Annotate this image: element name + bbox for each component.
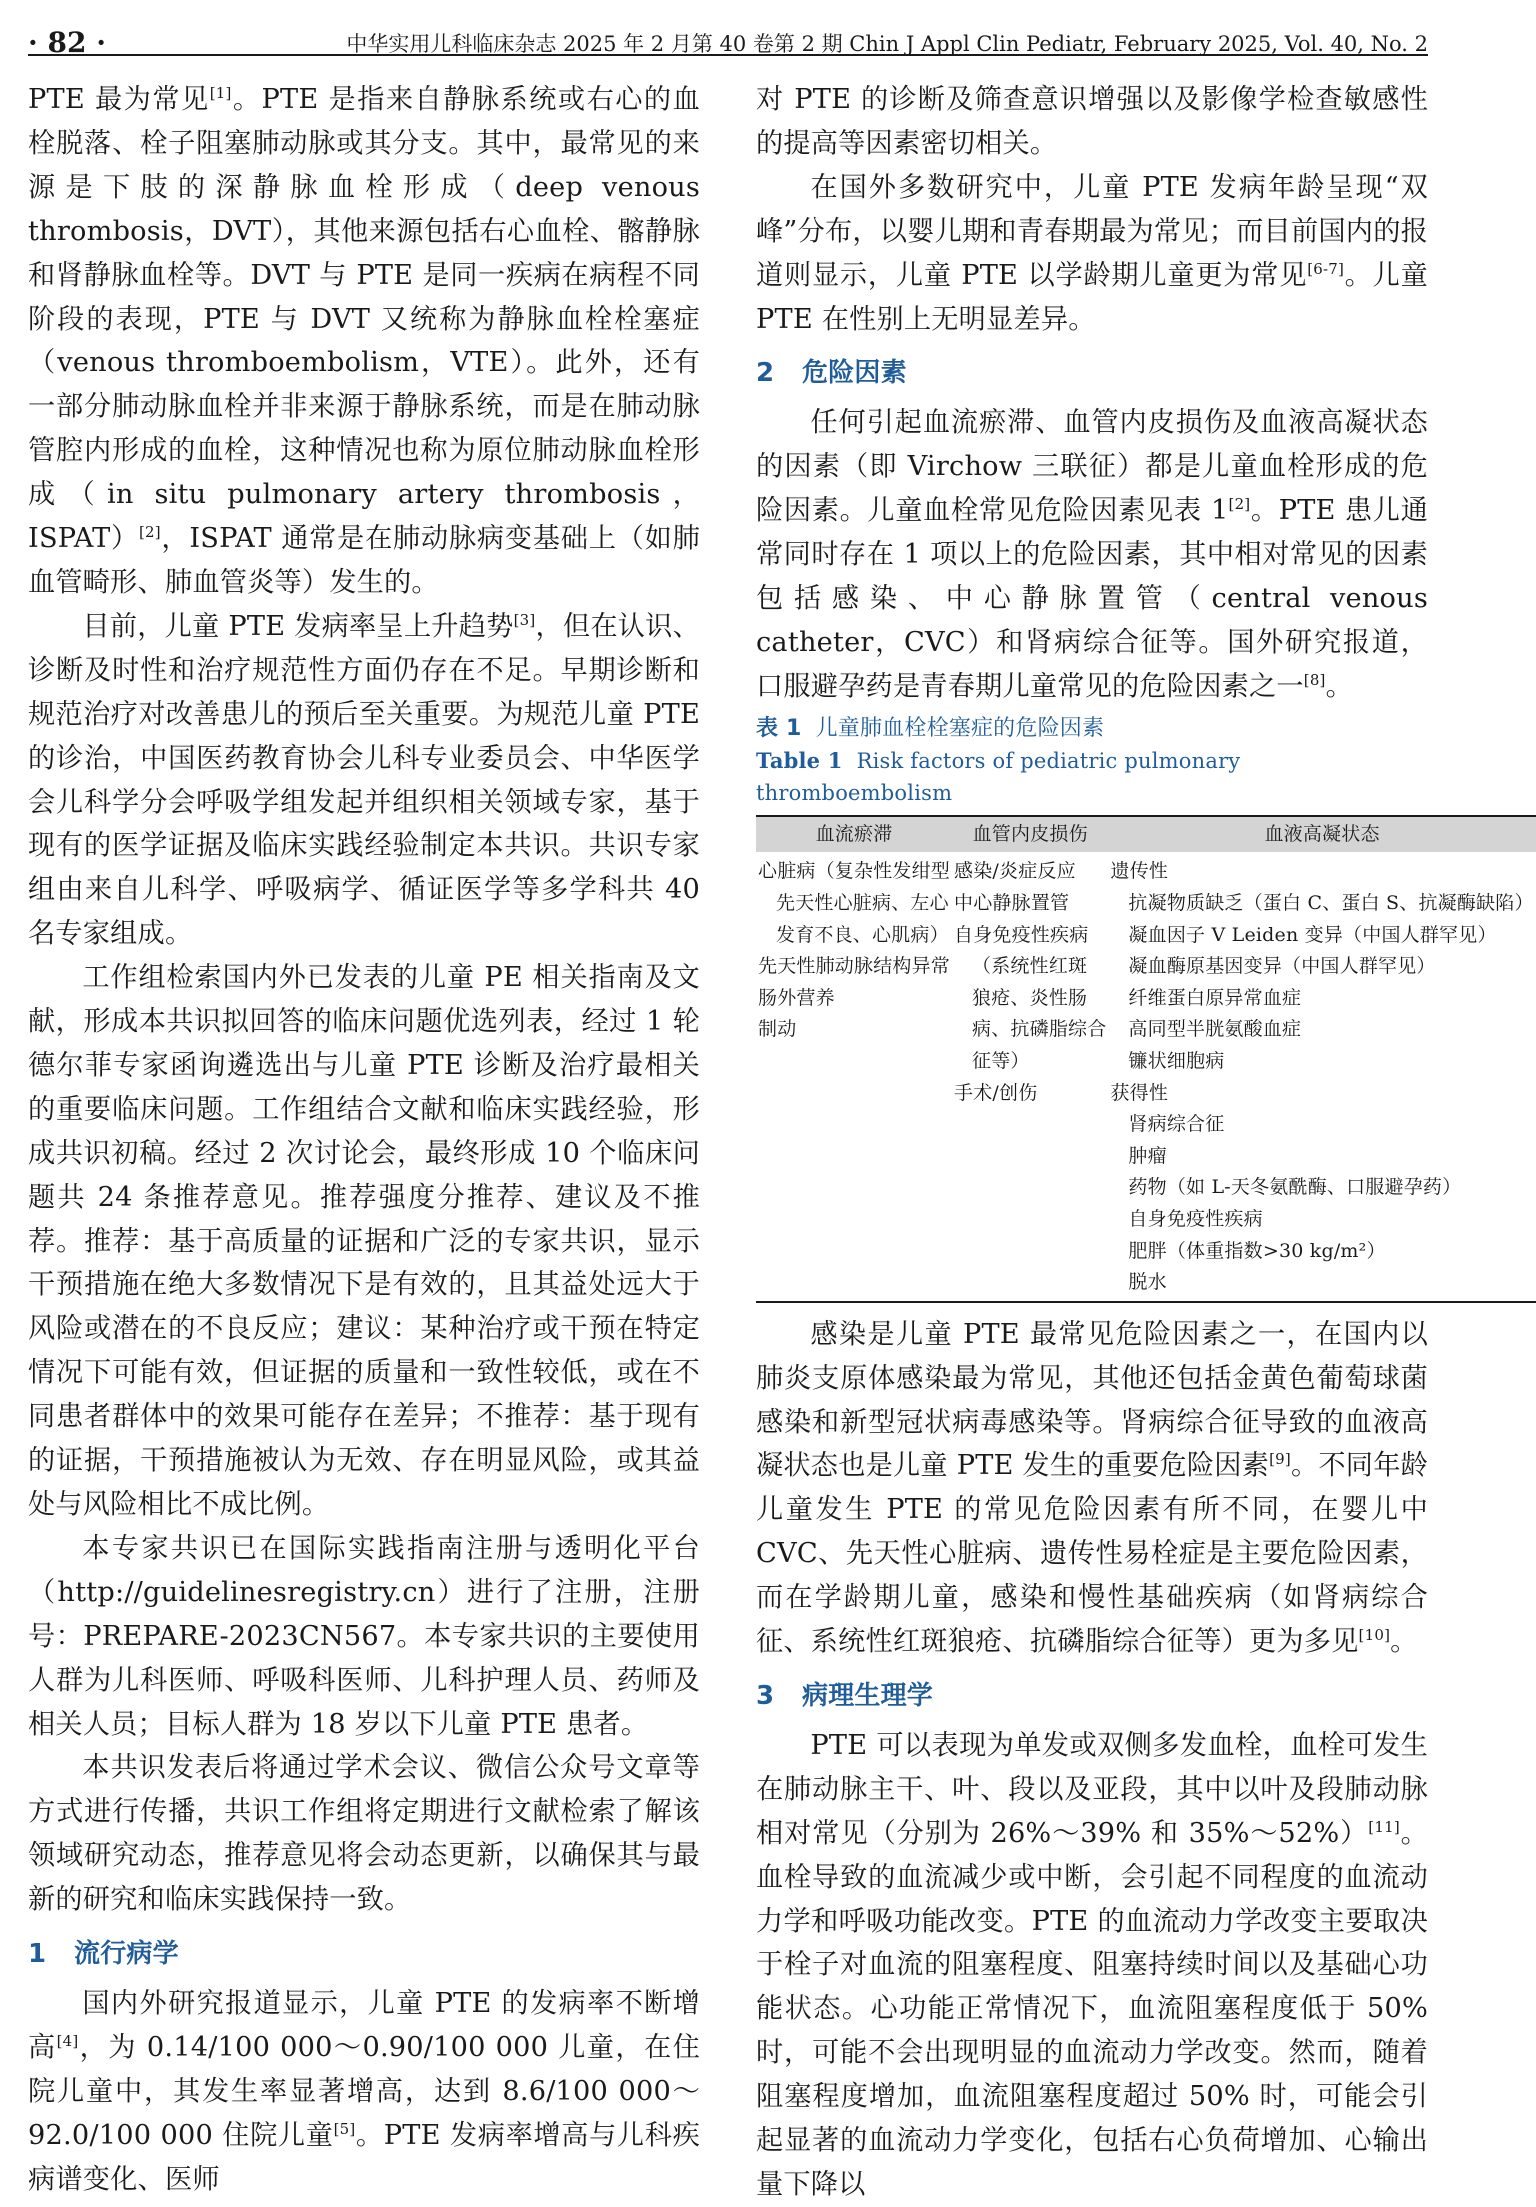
paragraph: 工作组检索国内外已发表的儿童 PE 相关指南及文献，形成本共识拟回答的临床问题优选列表，经过 1 轮德尔菲专家函询遴选出与儿童 PTE 诊断及治疗最相关的重要临床问题。工作组结合文献和临床实践经验，形成共识初稿。经过 2 次讨论会，最终形成 10 个临床问题共 24 条推荐意见。推荐强度分推荐、建议及不推荐。推荐：基于高质量的证据和广泛的专家共识，显示干预措施在绝大多数情况下是有效的，且其益处远大于风险或潜在的不良反应；建议：某种治疗或干预在特定情况下可能有效，但证据的质量和一致性较低，或在不同患者群体中的效果可能存在差异；不推荐：基于现有的证据，干预措施被认为无效、存在明显风险，或其益处与风险相比不成比例。 — [28, 962, 700, 1520]
paragraph: 感染是儿童 PTE 最常见危险因素之一，在国内以肺炎支原体感染最为常见，其他还包括金黄色葡萄球菌感染和新型冠状病毒感染等。肾病综合征导致的血液高凝状态也是儿童 PTE 发生的重要危险因素[9]。不同年龄儿童发生 PTE 的常见危险因素有所不同，在婴儿中 CVC、先天性心脏病、遗传性易栓症是主要危险因素，而在学龄期儿童，感染和慢性基础疾病（如肾病综合征、系统性红斑狼疮、抗磷脂综合征等）更为多见[10]。 — [756, 1318, 1428, 1658]
table-cell-line: 征等） — [972, 1049, 1030, 1072]
citation[interactable]: [3] — [513, 610, 536, 629]
table-cell-line: 中心静脉置管 — [954, 891, 1070, 914]
citation[interactable]: [6-7] — [1307, 259, 1345, 278]
citation[interactable]: [10] — [1358, 1626, 1391, 1645]
table-cell-line: 肾病综合征 — [1128, 1113, 1225, 1136]
page-number: · 82 · — [28, 26, 106, 59]
table-cell-line: 药物（如 L-天冬氨酰酶、口服避孕药） — [1128, 1176, 1462, 1199]
table-cell-line: 先天性肺动脉结构异常 — [758, 955, 951, 978]
citation[interactable]: [2] — [138, 523, 161, 542]
stasis-cell — [756, 852, 952, 1301]
category-label: 获得性 — [1110, 1081, 1169, 1104]
section-heading-risk-factors: 2 危险因素 — [756, 358, 907, 389]
paragraph: 本共识发表后将通过学术会议、微信公众号文章等方式进行传播，共识工作组将定期进行文献检索了解该领域研究动态，推荐意见将会动态更新，以确保其与最新的研究和临床实践保持一致。 — [28, 1752, 700, 1916]
table-cell-line: 镰状细胞病 — [1128, 1049, 1225, 1072]
table-cell-line: 先天性心脏病、左心 — [776, 891, 949, 914]
paragraph: 对 PTE 的诊断及筛查意识增强以及影像学检查敏感性的提高等因素密切相关。 — [756, 84, 1428, 159]
table-cell-line: 纤维蛋白原异常血症 — [1128, 986, 1302, 1009]
table-cell-line: 肥胖（体重指数>30 kg/m²） — [1128, 1239, 1386, 1262]
page-header — [28, 20, 1428, 59]
right-column — [756, 78, 1534, 2207]
table-cell-line: 自身免疫性疾病 — [1128, 1207, 1263, 1230]
table-cell-line: 病、抗磷脂综合 — [972, 1018, 1107, 1041]
column-header: 血管内皮损伤 — [952, 816, 1108, 853]
citation[interactable]: [2] — [1228, 495, 1251, 514]
section-heading-epidemiology: 1 流行病学 — [28, 1939, 179, 1970]
table-cell-line: 脱水 — [1128, 1271, 1167, 1294]
citation[interactable]: [11] — [1368, 1817, 1400, 1836]
table-cell-line: 发育不良、心肌病） — [776, 923, 949, 946]
table-caption-cn: 表 1 儿童肺血栓栓塞症的危险因素 — [756, 715, 1105, 741]
paragraph: PTE 最为常见[1]。PTE 是指来自静脉系统或右心的血栓脱落、栓子阻塞肺动脉或其分支。其中，最常见的来源是下肢的深静脉血栓形成（deep venous thrombosis，DVT），其他来源包括右心血栓、髂静脉和肾静脉血栓等。DVT 与 PTE 是同一疾病在病程不同阶段的表现，PTE 与 DVT 又统称为静脉血栓栓塞症（venous thromboembolism，VTE）。此外，还有一部分肺动脉血栓并非来源于静脉系统，而是在肺动脉管腔内形成的血栓，这种情况也称为原位肺动脉血栓形成（in situ pulmonary artery thrombosis，ISPAT）[2]，ISPAT 通常是在肺动脉病变基础上（如肺血管畸形、肺血管炎等）发生的。 — [28, 84, 700, 598]
paragraph: PTE 可以表现为单发或双侧多发血栓，血栓可发生在肺动脉主干、叶、段以及亚段，其中以叶及段肺动脉相对常见（分别为 26%～39% 和 35%～52%）[11]。血栓导致的血流减少或中断，会引起不同程度的血流动力学和呼吸功能改变。PTE 的血流动力学改变主要取决于栓子对血流的阻塞程度、阻塞持续时间以及基础心功能状态。心功能正常情况下，血流阻塞程度低于 50% 时，可能不会出现明显的血流动力学改变。然而，随着阻塞程度增加，血流阻塞程度超过 50% 时，可能会引起显著的血流动力学变化，包括右心负荷增加、心输出量下降以 — [756, 1729, 1429, 2200]
table-row — [756, 852, 1536, 1301]
table-cell-line: 心脏病（复杂性发绀型 — [758, 860, 951, 883]
citation[interactable]: [4] — [56, 2031, 79, 2050]
left-column — [28, 78, 700, 2202]
risk-factor-table — [756, 815, 1536, 1303]
table-cell-line: 凝血酶原基因变异（中国人群罕见） — [1128, 955, 1436, 978]
endothelial-injury-cell — [952, 852, 1108, 1301]
header-rule — [28, 54, 1428, 56]
citation[interactable]: [9] — [1269, 1450, 1291, 1469]
table-cell-line: 狼疮、炎性肠 — [972, 986, 1088, 1009]
table-cell-line: 手术/创伤 — [954, 1081, 1038, 1104]
table-caption-en: Table 1 Risk factors of pediatric pulmonary thromboembolism — [756, 747, 1241, 805]
hypercoagulable-cell — [1108, 852, 1535, 1301]
table-cell-line: 自身免疫性疾病 — [954, 923, 1089, 946]
category-label: 遗传性 — [1110, 860, 1169, 883]
table-header-row — [756, 816, 1536, 853]
table-cell-line: （系统性红斑 — [972, 955, 1088, 978]
paragraph: 目前，儿童 PTE 发病率呈上升趋势[3]，但在认识、诊断及时性和治疗规范性方面仍存在不足。早期诊断和规范治疗对改善患儿的预后至关重要。为规范儿童 PTE 的诊治，中国医药教育协会儿科专业委员会、中华医学会儿科学分会呼吸学组发起并组织相关领域专家，基于现有的医学证据及临床实践经验制定本共识。共识专家组由来自儿科学、呼吸病学、循证医学等多学科共 40 名专家组成。 — [28, 610, 700, 950]
paragraph: 任何引起血流瘀滞、血管内皮损伤及血液高凝状态的因素（即 Virchow 三联征）都是儿童血栓形成的危险因素。儿童血栓常见危险因素见表 1[2]。PTE 患儿通常同时存在 1 项以上的危险因素，其中相对常见的因素包括感染、中心静脉置管（central venous catheter，CVC）和肾病综合征等。国外研究报道，口服避孕药是青春期儿童常见的危险因素之一[8]。 — [756, 407, 1428, 702]
table-cell-line: 高同型半胱氨酸血症 — [1128, 1018, 1302, 1041]
section-heading-pathophysiology: 3 病理生理学 — [756, 1680, 934, 1711]
table-cell-line: 制动 — [758, 1018, 797, 1041]
table-cell-line: 感染/炎症反应 — [954, 860, 1076, 883]
citation[interactable]: [5] — [333, 2119, 356, 2138]
paragraph: 国内外研究报道显示，儿童 PTE 的发病率不断增高[4]，为 0.14/100 000～0.90/100 000 儿童，在住院儿童中，其发生率显著增高，达到 8.6/100 000～92.0/100 000 住院儿童[5]。PTE 发病率增高与儿科疾病谱变化、医师 — [28, 1988, 700, 2195]
table-cell-line: 肠外营养 — [758, 986, 835, 1009]
paragraph: 本专家共识已在国际实践指南注册与透明化平台（http://guidelinesregistry.cn）进行了注册，注册号：PREPARE-2023CN567。本专家共识的主要使用人群为儿科医师、呼吸科医师、儿科护理人员、药师及相关人员；目标人群为 18 岁以下儿童 PTE 患者。 — [28, 1532, 700, 1740]
citation[interactable]: [8] — [1303, 670, 1326, 689]
column-header: 血液高凝状态 — [1108, 816, 1535, 853]
column-header: 血流瘀滞 — [756, 816, 952, 853]
table-cell-line: 抗凝物质缺乏（蛋白 C、蛋白 S、抗凝酶缺陷） — [1128, 891, 1534, 914]
table-cell-line: 肿瘤 — [1128, 1144, 1167, 1167]
running-head: 中华实用儿科临床杂志 2025 年 2 月第 40 卷第 2 期 Chin J Appl Clin Pediatr, February 2025, Vol. 40, No. 2 — [346, 32, 1428, 56]
citation[interactable]: [1] — [209, 84, 232, 102]
table-cell-line: 凝血因子 V Leiden 变异（中国人群罕见） — [1128, 923, 1497, 946]
paragraph: 在国外多数研究中，儿童 PTE 发病年龄呈现“双峰”分布，以婴儿期和青春期最为常见；而目前国内的报道则显示，儿童 PTE 以学龄期儿童更为常见[6-7]。儿童 PTE 在性别上无明显差异。 — [756, 171, 1428, 335]
